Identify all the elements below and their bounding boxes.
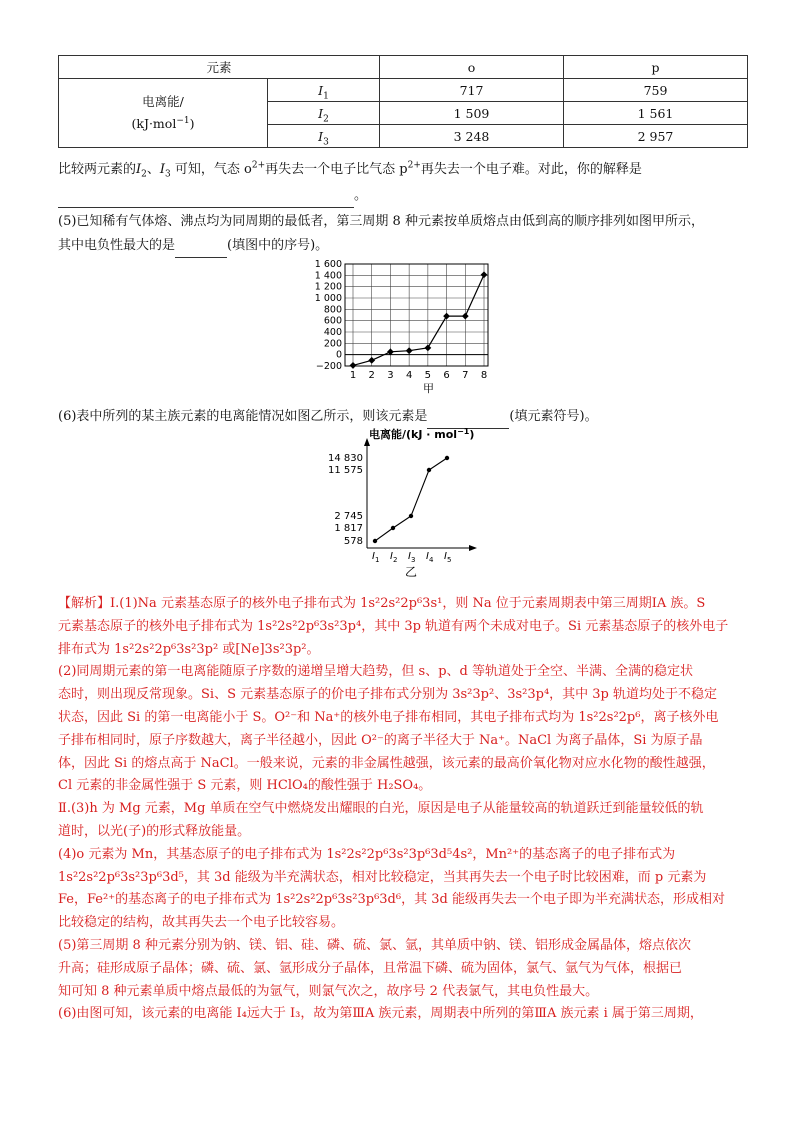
analysis-line: (6)由图可知，该元素的电离能 I₄远大于 I₃，故为第ⅢA 族元素，周期表中所列的第ⅢA 族元素 i 属于第三周期， — [58, 1006, 703, 1022]
y-tick-label: 400 — [323, 327, 342, 338]
analysis-line: 【解析】Ⅰ.(1)Na 元素基态原子的核外电子排布式为 1s²2s²2p⁶3s¹，则 Na 位于元素周期表中第三周期ⅠA 族。S — [58, 596, 706, 611]
analysis-line: 子排布相同时，原子序数越大，离子半径越小，因此 O²⁻的离子半径大于 Na⁺。NaCl 为离子晶体，Si 为原子晶 — [58, 732, 703, 748]
energy-label-cell: $I_1$ — [268, 79, 380, 102]
data-point — [406, 347, 413, 354]
data-point — [481, 271, 488, 278]
analysis-line: 体，因此 Si 的熔点高于 NaCl。一般来说，元素的非金属性越强，该元素的最高价氧化物对应水化物的酸性越强， — [58, 755, 715, 771]
analysis-line: 1s²2s²2p⁶3s²3p⁶3d⁵，其 3d 能级为半充满状态，相对比较稳定，当其再失去一个电子时比较困难，而 p 元素为 — [58, 869, 707, 885]
y-tick-label: 1 400 — [314, 270, 342, 282]
chart-caption: 乙 — [404, 565, 418, 578]
data-point — [443, 313, 450, 320]
series-line — [375, 458, 447, 541]
ionization-table — [58, 55, 748, 148]
chart-yi — [315, 428, 515, 578]
data-point — [424, 344, 431, 351]
table-header-row — [59, 56, 748, 79]
y-tick-label: 200 — [323, 338, 342, 350]
x-axis-arrow — [469, 545, 477, 551]
x-tick-label: 1 — [349, 370, 357, 381]
analysis-line: 态时，则出现反常现象。Si、S 元素基态原子的价电子排布式分别为 3s²3p²、3s²3p⁴，其中 3p 轨道均处于不稳定 — [58, 687, 718, 703]
analysis-line: Ⅱ.(3)h 为 Mg 元素，Mg 单质在空气中燃烧发出耀眼的白光，原因是电子从能量较高的轨道跃迁到能量较低的轨 — [58, 801, 704, 817]
x-tick-label: 3 — [387, 370, 394, 381]
y-tick-label: 0 — [335, 349, 342, 361]
energy-label-cell: $I_3$ — [268, 125, 380, 148]
q6-line: (6)表中所列的某主族元素的电离能情况如图乙所示，则该元素是 (填元素符号)。 — [58, 405, 748, 429]
data-point — [373, 539, 377, 543]
data-point — [445, 456, 449, 460]
analysis-line: (4)o 元素为 Mn，其基态原子的电子排布式为 1s²2s²2p⁶3s²3p⁶3d⁵4s²，Mn²⁺的基态离子的电子排布式为 — [58, 846, 676, 862]
x-tick-label: 4 — [405, 370, 413, 381]
data-point — [350, 362, 357, 369]
x-tick-label: $I_2$ — [390, 551, 398, 564]
y-tick-label: 800 — [323, 304, 342, 316]
x-tick-label: $I_4$ — [426, 551, 434, 564]
y-tick-label: 11 575 — [328, 465, 363, 476]
data-point — [409, 514, 413, 518]
q4-answer-blank[interactable] — [58, 189, 354, 208]
analysis-line: 排布式为 1s²2s²2p⁶3s²3p² 或[Ne]3s²3p²。 — [58, 641, 320, 657]
table-header-o: o — [380, 56, 564, 79]
y-tick-label: 600 — [323, 315, 342, 327]
x-tick-label: 5 — [424, 370, 432, 381]
series-line — [353, 275, 484, 366]
y-tick-label: 578 — [343, 536, 363, 547]
row-label-cell — [59, 79, 268, 148]
y-axis-title: 电离能/(kJ · mol$^{-1}$) — [369, 428, 475, 441]
data-point — [368, 357, 375, 364]
analysis-line: 元素基态原子的核外电子排布式为 1s²2s²2p⁶3s²3p⁴，其中 3p 轨道有两个未成对电子。Si 元素基态原子的核外电子 — [58, 618, 729, 634]
x-tick-label: 7 — [462, 370, 469, 381]
energy-o-cell: 3 248 — [380, 125, 564, 148]
x-tick-label: $I_3$ — [408, 551, 416, 564]
analysis-line: Fe，Fe²⁺的基态离子的电子排布式为 1s²2s²2p⁶3s²3p⁶3d⁶，其 3d 能级再失去一个电子即为半充满状态，形成相对 — [58, 892, 725, 908]
x-tick-label: $I_1$ — [372, 551, 380, 564]
y-tick-label: 1 817 — [334, 523, 363, 534]
energy-label-cell: $I_2$ — [268, 102, 380, 125]
y-tick-label: 1 200 — [314, 281, 342, 293]
q4-line2: 。 — [58, 184, 748, 208]
data-point — [427, 468, 431, 472]
chart-caption: 甲 — [423, 382, 434, 395]
analysis-line: 状态，因此 Si 的第一电离能小于 S。O²⁻和 Na⁺的核外电子排布相同，其电子排布式均为 1s²2s²2p⁶，离子核外电 — [58, 710, 719, 725]
energy-o-cell: 1 509 — [380, 102, 564, 125]
y-tick-label: 14 830 — [328, 453, 363, 464]
y-tick-label: −200 — [315, 361, 342, 372]
q5-line1: (5)已知稀有气体熔、沸点均为同周期的最低者，第三周期 8 种元素按单质熔点由低到高的顺序排列如图甲所示， — [58, 214, 704, 229]
energy-p-cell: 2 957 — [564, 125, 748, 148]
row-label-line1: 电离能/ — [142, 94, 184, 109]
analysis-line: 道时，以光(子)的形式释放能量。 — [58, 824, 251, 839]
table-row — [59, 79, 748, 102]
x-tick-label: 6 — [443, 370, 450, 381]
analysis-line: (5)第三周期 8 种元素分别为钠、镁、铝、硅、磷、硫、氯、氩，其单质中钠、镁、铝形成金属晶体，熔点依次 — [58, 938, 691, 953]
row-label-end: ) — [189, 116, 195, 131]
q5-line2: 其中电负性最大的是 (填图中的序号)。 — [58, 234, 748, 258]
q4-line1: 比较两元素的$I_2$、$I_3$ 可知，气态 $o^{2+}$再失去一个电子比气态 $p^{2+}$再失去一个电子难。对此，你的解释是 — [58, 160, 642, 180]
energy-p-cell: 759 — [564, 79, 748, 102]
row-label-sup: −1 — [176, 115, 190, 126]
analysis-line: 升高；硅形成原子晶体；磷、硫、氯、氩形成分子晶体，且常温下磷、硫为固体，氯气、氩气为气体，根据已 — [58, 960, 683, 976]
y-tick-label: 2 745 — [334, 511, 363, 522]
analysis-line: (2)同周期元素的第一电离能随原子序数的递增呈增大趋势，但 s、p、d 等轨道处于全空、半满、全满的稳定状 — [58, 664, 693, 680]
chart-jia — [300, 258, 500, 398]
table-header-element: 元素 — [59, 56, 380, 79]
y-tick-label: 1 000 — [314, 293, 342, 304]
analysis-line: Cl 元素的非金属性强于 S 元素，则 HClO₄的酸性强于 H₂SO₄。 — [58, 778, 432, 794]
energy-o-cell: 717 — [380, 79, 564, 102]
row-label-line2: (kJ·mol — [131, 116, 177, 131]
q6-answer-blank[interactable] — [427, 410, 509, 429]
data-point — [462, 313, 469, 320]
data-point — [391, 526, 395, 530]
x-tick-label: 2 — [368, 370, 375, 381]
x-tick-label: $I_5$ — [444, 551, 452, 564]
analysis-line: 比较稳定的结构，故其再失去一个电子比较容易。 — [58, 915, 345, 931]
analysis-line: 知可知 8 种元素单质中熔点最低的为氩气，则氯气次之，故序号 2 代表氯气，其电负性最大。 — [58, 983, 599, 999]
q5-answer-blank[interactable] — [175, 239, 227, 258]
table-header-p: p — [564, 56, 748, 79]
x-tick-label: 8 — [480, 370, 488, 381]
y-tick-label: 1 600 — [314, 259, 342, 270]
energy-p-cell: 1 561 — [564, 102, 748, 125]
